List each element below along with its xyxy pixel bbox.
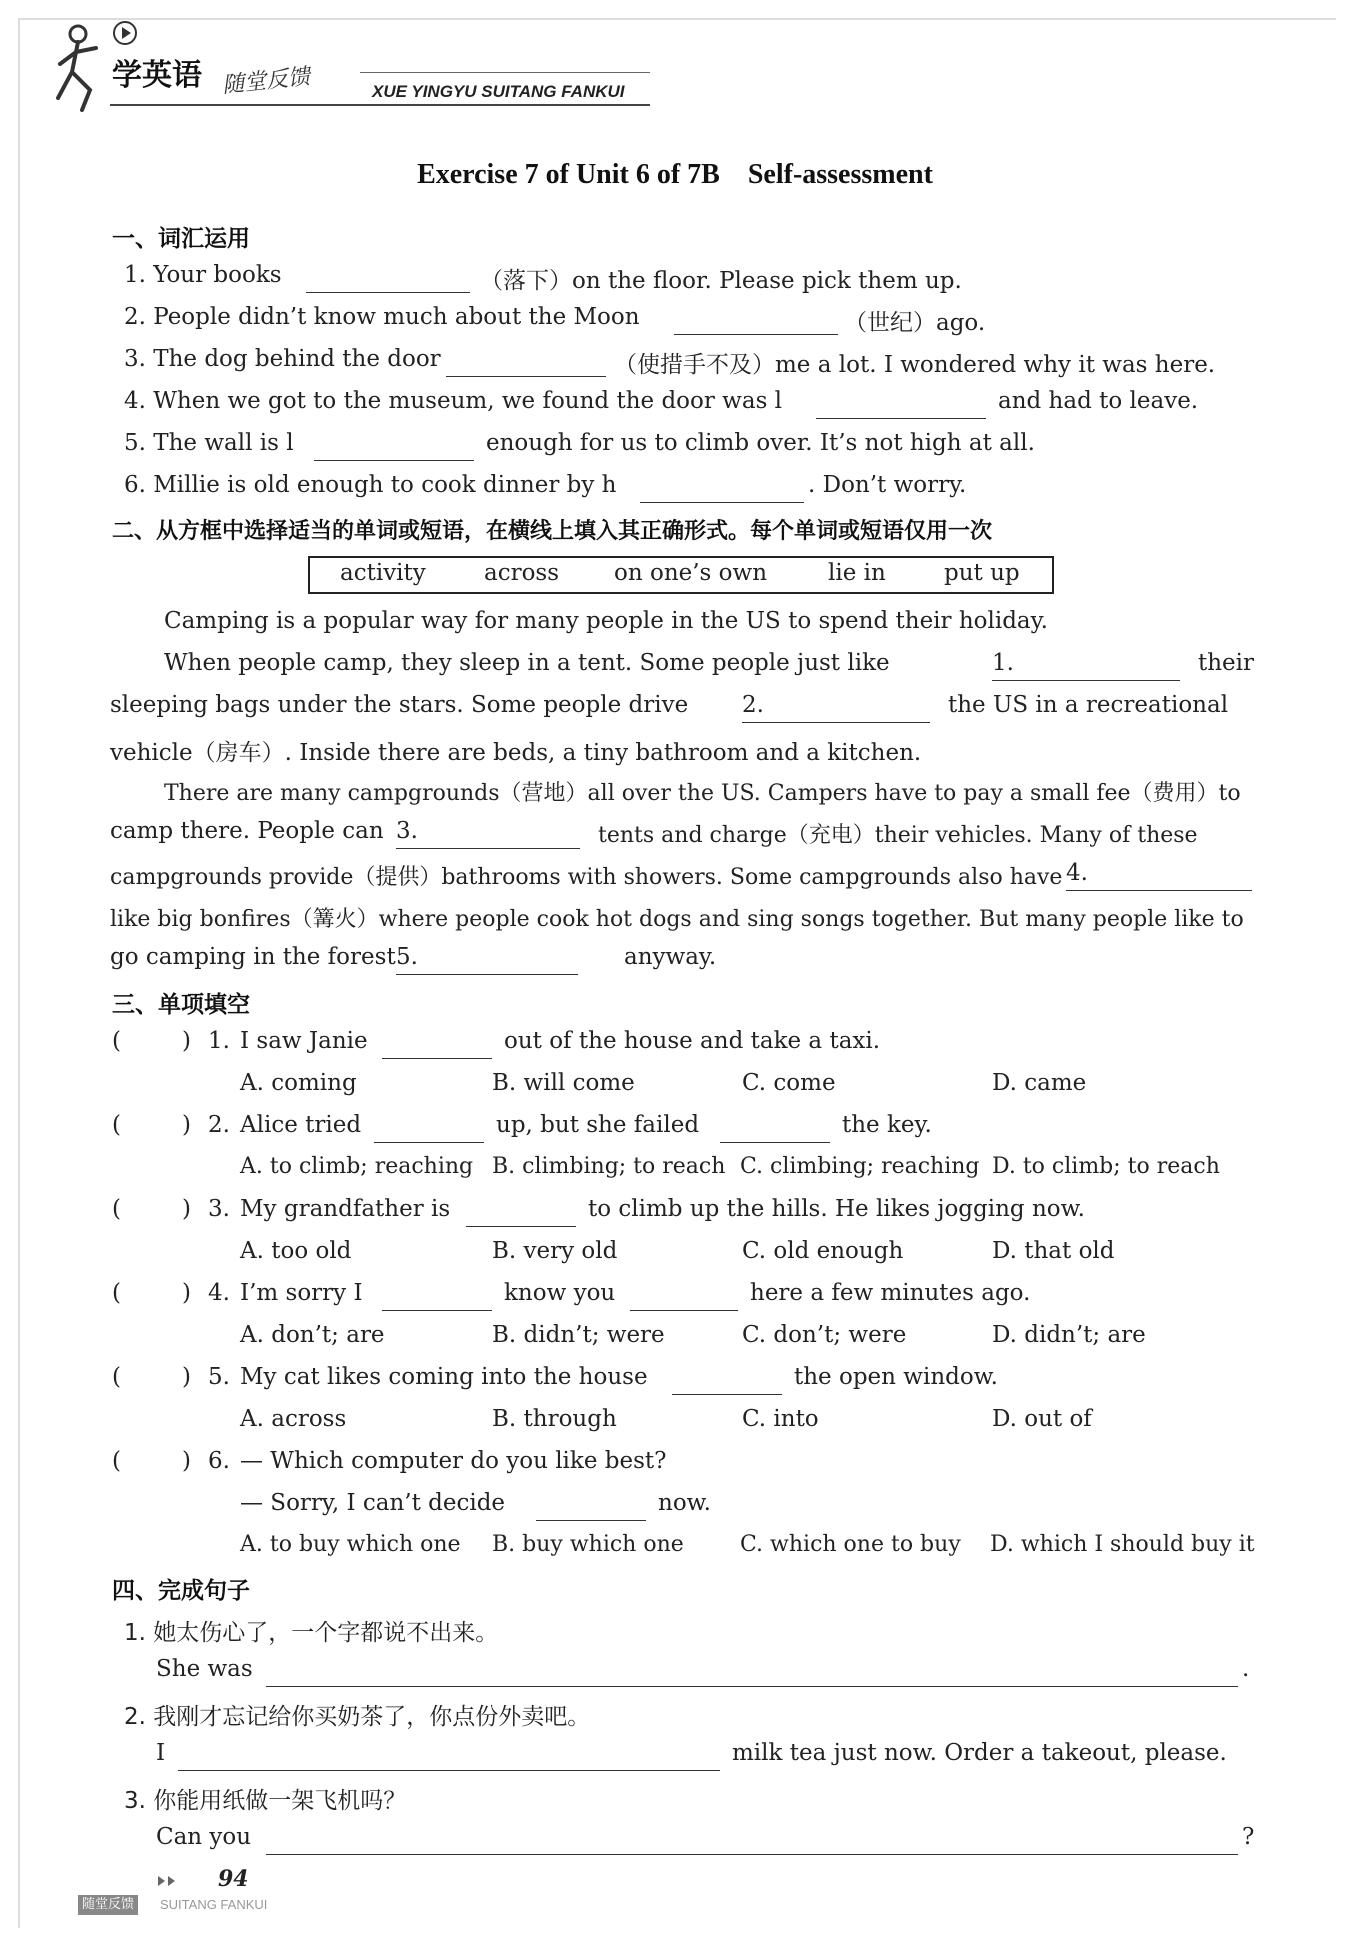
- word-box-item: put up: [944, 560, 1020, 586]
- mc-q2-text-end: the key.: [842, 1112, 932, 1138]
- s4-q2-answer-line[interactable]: [178, 1770, 720, 1771]
- mc-q3-option-a[interactable]: A. too old: [240, 1238, 352, 1264]
- mc-q6-text-end: now.: [658, 1490, 711, 1516]
- mc-q6-option-d[interactable]: D. which I should buy it: [990, 1532, 1255, 1557]
- s1-q5-blank[interactable]: [314, 460, 474, 461]
- mc-q3-text: My grandfather is: [240, 1196, 451, 1222]
- passage-line: sleeping bags under the stars. Some people drive: [110, 692, 689, 718]
- mc-q5-option-c[interactable]: C. into: [742, 1406, 819, 1432]
- passage-line: There are many campgrounds（营地）all over the US. Campers have to pay a small fee（费用）to: [164, 781, 1241, 806]
- passage-line: like big bonfires（篝火）where people cook hot dogs and sing songs together. But many people like to: [110, 907, 1244, 932]
- s4-q3-start: Can you: [156, 1824, 252, 1850]
- s4-q1-start: She was: [156, 1656, 253, 1682]
- mc-q1-option-d[interactable]: D. came: [992, 1070, 1087, 1096]
- mc-q6-option-b[interactable]: B. buy which one: [492, 1532, 684, 1557]
- s4-q3-answer-line[interactable]: [266, 1854, 1238, 1855]
- passage-blank-2[interactable]: [742, 722, 930, 723]
- footer-label-en: SUITANG FANKUI: [160, 1897, 268, 1912]
- s1-q3-blank[interactable]: [446, 376, 606, 377]
- mc-q1-text: I saw Janie: [240, 1028, 368, 1054]
- blank-number: 1.: [992, 650, 1014, 676]
- word-box-item: lie in: [828, 560, 886, 586]
- mc-q2-blank-2[interactable]: [720, 1142, 830, 1143]
- s1-q1-text-end: （落下）on the floor. Please pick them up.: [480, 268, 962, 294]
- mc-q5-option-d[interactable]: D. out of: [992, 1406, 1092, 1432]
- mc-q3-number: 3.: [208, 1196, 230, 1222]
- mc-q6-blank[interactable]: [536, 1520, 646, 1521]
- page-arrow-icon: [158, 1874, 182, 1888]
- passage-line: their: [1198, 650, 1255, 676]
- passage-line: When people camp, they sleep in a tent. Some people just like: [164, 650, 890, 676]
- mc-q1-option-a[interactable]: A. coming: [240, 1070, 357, 1096]
- footer-label-cn: 随堂反馈: [78, 1895, 138, 1915]
- s1-q4-text-end: and had to leave.: [998, 388, 1199, 414]
- passage-line: go camping in the forest: [110, 944, 396, 970]
- answer-paren-open: (: [112, 1448, 121, 1474]
- mc-q1-number: 1.: [208, 1028, 230, 1054]
- mc-q4-text: I’m sorry I: [240, 1280, 363, 1306]
- s1-q4-text: 4. When we got to the museum, we found the door was l: [124, 388, 783, 414]
- answer-paren-close: ): [182, 1196, 191, 1222]
- mc-q3-text-end: to climb up the hills. He likes jogging now.: [588, 1196, 1085, 1222]
- blank-number: 5.: [396, 944, 418, 970]
- passage-line: Camping is a popular way for many people in the US to spend their holiday.: [164, 608, 1048, 634]
- passage-line: camp there. People can: [110, 818, 384, 844]
- mc-q1-text-end: out of the house and take a taxi.: [504, 1028, 881, 1054]
- s1-q3-text: 3. The dog behind the door: [124, 346, 441, 372]
- page-border-top: [18, 18, 1336, 20]
- mc-q5-number: 5.: [208, 1364, 230, 1390]
- s1-q2-blank[interactable]: [674, 334, 838, 335]
- passage-line: tents and charge（充电）their vehicles. Many of these: [598, 823, 1198, 848]
- mc-q6-number: 6.: [208, 1448, 230, 1474]
- word-box-item: activity: [340, 560, 426, 586]
- passage-line: vehicle（房车）. Inside there are beds, a tiny bathroom and a kitchen.: [110, 740, 922, 766]
- mc-q6-text-2: — Sorry, I can’t decide: [240, 1490, 506, 1516]
- answer-paren-close: ): [182, 1280, 191, 1306]
- mc-q4-blank-1[interactable]: [382, 1310, 492, 1311]
- passage-blank-3[interactable]: [396, 848, 580, 849]
- s1-q6-text-end: . Don’t worry.: [808, 472, 967, 498]
- answer-paren-open: (: [112, 1028, 121, 1054]
- s1-q3-text-end: （使措手不及）me a lot. I wondered why it was here.: [614, 352, 1216, 378]
- footer-label: [78, 1895, 284, 1917]
- section3-heading: 三、单项填空: [112, 992, 250, 1018]
- passage-line: campgrounds provide（提供）bathrooms with showers. Some campgrounds also have: [110, 865, 1063, 890]
- s1-q6-blank[interactable]: [640, 502, 804, 503]
- blank-number: 4.: [1066, 860, 1088, 886]
- header-divider-upper: [360, 72, 650, 73]
- mc-q6-text: — Which computer do you like best?: [240, 1448, 667, 1474]
- mc-q3-blank[interactable]: [466, 1226, 576, 1227]
- answer-paren-open: (: [112, 1112, 121, 1138]
- answer-paren-close: ): [182, 1028, 191, 1054]
- mc-q2-option-a[interactable]: A. to climb; reaching: [240, 1154, 474, 1179]
- s4-q2-start: I: [156, 1740, 166, 1766]
- s4-q1-end: .: [1242, 1656, 1250, 1682]
- passage-line: anyway.: [624, 944, 717, 970]
- mc-q5-text: My cat likes coming into the house: [240, 1364, 648, 1390]
- mc-q3-option-b[interactable]: B. very old: [492, 1238, 618, 1264]
- s4-q1-answer-line[interactable]: [266, 1686, 1238, 1687]
- s1-q5-text-end: enough for us to climb over. It’s not high at all.: [486, 430, 1035, 456]
- mc-q5-text-end: the open window.: [794, 1364, 998, 1390]
- mc-q1-option-b[interactable]: B. will come: [492, 1070, 635, 1096]
- answer-paren-close: ): [182, 1112, 191, 1138]
- answer-paren-open: (: [112, 1280, 121, 1306]
- mc-q1-blank[interactable]: [382, 1058, 492, 1059]
- mc-q4-option-d[interactable]: D. didn’t; are: [992, 1322, 1146, 1348]
- play-icon: [112, 20, 138, 46]
- s1-q2-text-end: （世纪）ago.: [844, 310, 986, 336]
- mc-q2-text-mid: up, but she failed: [496, 1112, 700, 1138]
- mc-q3-option-d[interactable]: D. that old: [992, 1238, 1115, 1264]
- header-subtitle-cn: 随堂反馈: [221, 64, 312, 99]
- s1-q1-text: 1. Your books: [124, 262, 282, 288]
- s1-q2-text: 2. People didn’t know much about the Moon: [124, 304, 640, 330]
- mc-q4-number: 4.: [208, 1280, 230, 1306]
- passage-blank-5[interactable]: [396, 974, 578, 975]
- passage-blank-1[interactable]: [992, 680, 1180, 681]
- word-box-item: across: [484, 560, 560, 586]
- header-divider: [110, 104, 650, 106]
- s1-q1-blank[interactable]: [306, 292, 470, 293]
- page-title: Exercise 7 of Unit 6 of 7B Self-assessment: [417, 159, 933, 190]
- mc-q4-option-c[interactable]: C. don’t; were: [742, 1322, 907, 1348]
- mc-q6-option-c[interactable]: C. which one to buy: [740, 1532, 961, 1557]
- page-border-left: [18, 18, 20, 1928]
- mc-q4-text-end: here a few minutes ago.: [750, 1280, 1031, 1306]
- word-box-item: on one’s own: [614, 560, 768, 586]
- answer-paren-open: (: [112, 1196, 121, 1222]
- page-number: 94: [218, 1866, 249, 1892]
- mc-q3-option-c[interactable]: C. old enough: [742, 1238, 904, 1264]
- section2-heading: 二、从方框中选择适当的单词或短语，在横线上填入其正确形式。每个单词或短语仅用一次: [112, 519, 993, 544]
- s4-q1-chinese: 1. 她太伤心了，一个字都说不出来。: [124, 1620, 499, 1646]
- s4-q2-chinese: 2. 我刚才忘记给你买奶茶了，你点份外卖吧。: [124, 1704, 591, 1730]
- mc-q2-number: 2.: [208, 1112, 230, 1138]
- answer-paren-close: ): [182, 1364, 191, 1390]
- s1-q4-blank[interactable]: [816, 418, 986, 419]
- section4-heading: 四、完成句子: [112, 1578, 250, 1604]
- blank-number: 3.: [396, 818, 418, 844]
- mc-q2-blank-1[interactable]: [374, 1142, 484, 1143]
- mc-q4-option-a[interactable]: A. don’t; are: [240, 1322, 385, 1348]
- mc-q2-option-d[interactable]: D. to climb; to reach: [992, 1154, 1220, 1179]
- mc-q5-blank[interactable]: [672, 1394, 782, 1395]
- mc-q4-blank-2[interactable]: [630, 1310, 738, 1311]
- mc-q2-option-b[interactable]: B. climbing; to reach: [492, 1154, 726, 1179]
- mc-q4-text-mid: know you: [504, 1280, 616, 1306]
- s4-q3-chinese: 3. 你能用纸做一架飞机吗？: [124, 1788, 407, 1814]
- mc-q2-option-c[interactable]: C. climbing; reaching: [740, 1154, 980, 1179]
- answer-paren-open: (: [112, 1364, 121, 1390]
- header-title: 学英语: [112, 58, 202, 93]
- mc-q4-option-b[interactable]: B. didn’t; were: [492, 1322, 665, 1348]
- mc-q5-option-a[interactable]: A. across: [240, 1406, 347, 1432]
- passage-line: the US in a recreational: [948, 692, 1229, 718]
- passage-blank-4[interactable]: [1066, 890, 1252, 891]
- s4-q2-end: milk tea just now. Order a takeout, please.: [732, 1740, 1227, 1766]
- mc-q2-text: Alice tried: [240, 1112, 362, 1138]
- mc-q1-option-c[interactable]: C. come: [742, 1070, 836, 1096]
- header-subtitle-en: XUE YINGYU SUITANG FANKUI: [372, 82, 625, 101]
- answer-paren-close: ): [182, 1448, 191, 1474]
- s1-q5-text: 5. The wall is l: [124, 430, 294, 456]
- s4-q3-end: ?: [1242, 1824, 1255, 1850]
- section1-heading: 一、词汇运用: [112, 226, 250, 252]
- mc-q6-option-a[interactable]: A. to buy which one: [240, 1532, 461, 1557]
- s1-q6-text: 6. Millie is old enough to cook dinner by h: [124, 472, 617, 498]
- mc-q5-option-b[interactable]: B. through: [492, 1406, 617, 1432]
- blank-number: 2.: [742, 692, 764, 718]
